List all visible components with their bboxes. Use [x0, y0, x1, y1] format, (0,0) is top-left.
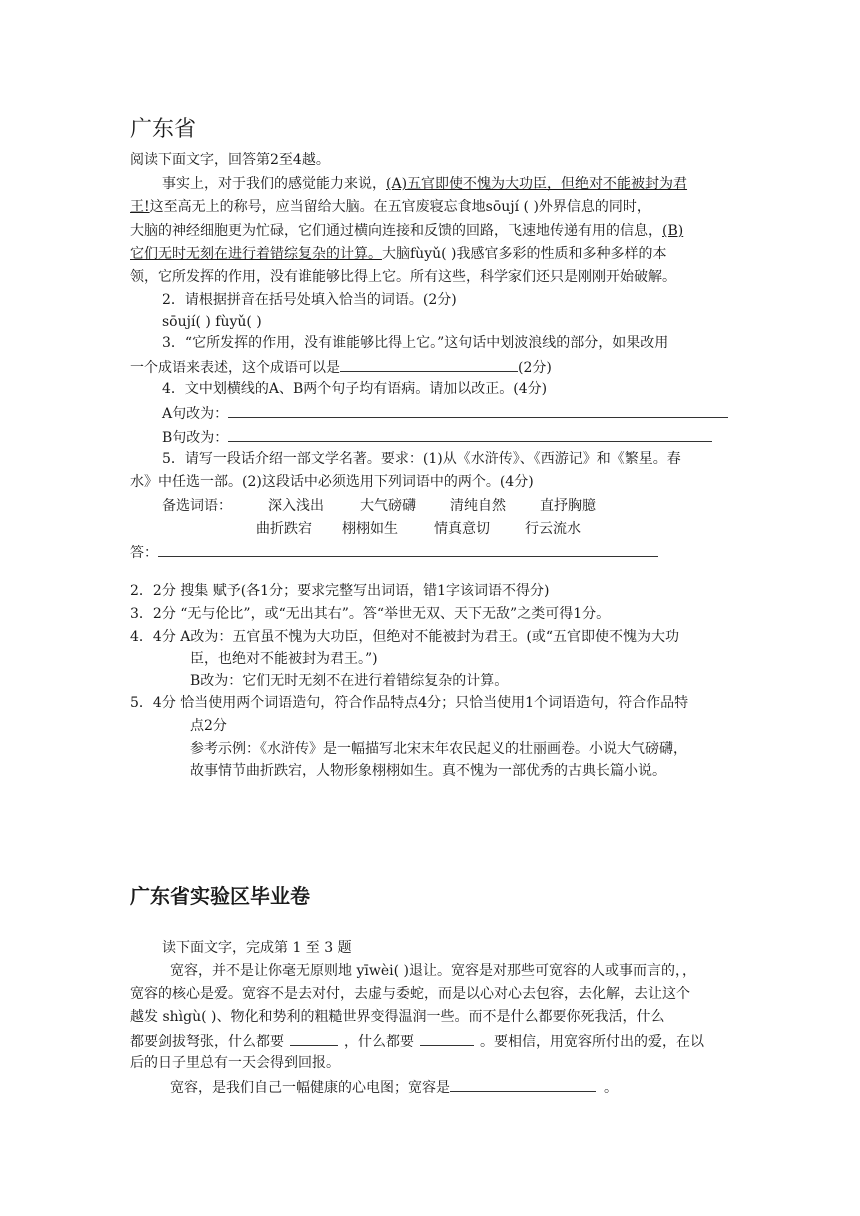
question-5-answer-blank[interactable]	[158, 542, 658, 557]
question-5-answer	[130, 542, 658, 562]
question-3-score: (2分)	[518, 360, 552, 376]
word-bank-item: 清纯自然	[450, 498, 506, 514]
word-bank-item: 直抒胸臆	[540, 498, 596, 514]
question-4-b	[162, 427, 712, 447]
passage-2-line-3: 越发 shìgù( )、物化和势利的粗糙世界变得温润一些。而不是什么都要你死我活，什么	[130, 1009, 665, 1025]
reading-instruction: 阅读下面文字，回答第2至4越。	[130, 152, 330, 168]
section-title-experimental: 广东省实验区毕业卷	[130, 884, 310, 908]
passage-line-1	[162, 175, 687, 193]
passage-2-line-5: 后的日子里总有一天会得到回报。	[130, 1055, 340, 1071]
passage-2-text: ，什么都要	[344, 1034, 414, 1050]
passage-text: 事实上，对于我们的感觉能力来说，	[162, 176, 386, 192]
answer-key-5-line-4: 故事情节曲折跌宕，人物形象栩栩如生。真不愧为一部优秀的古典长篇小说。	[190, 763, 666, 779]
question-5-line-2: 水》中任选一部。(2)这段话中必须选用下列词语中的两个。(4分)	[130, 474, 534, 490]
fill-blank-3[interactable]	[450, 1077, 596, 1092]
sentence-a-underlined: 五官即使不愧为大功臣，但绝对不能被封为君	[407, 176, 688, 192]
answer-key-5-line-1: 5．4分 恰当使用两个词语造句，符合作品特点4分；只恰当使用1个词语造句，符合作品特	[130, 695, 689, 711]
sentence-a-marker: (A)	[386, 176, 408, 192]
word-bank-item: 行云流水	[525, 521, 581, 537]
sentence-b-marker: (B)	[662, 223, 684, 239]
word-bank-item: 大气磅礴	[360, 498, 416, 514]
question-4-a-blank[interactable]	[228, 403, 728, 418]
passage-2-line-2: 宽容的核心是爱。宽容不是去对付，去虚与委蛇，而是以心对心去包容，去化解，去让这个	[130, 986, 690, 1002]
question-2: 2．请根据拼音在括号处填入恰当的词语。(2分)	[162, 292, 457, 308]
word-bank-item: 曲折跌宕	[256, 521, 312, 537]
passage-2-text: 宽容，是我们自己一幅健康的心电图；宽容是	[170, 1080, 450, 1096]
passage-line-2	[130, 198, 651, 216]
passage-2-line-4	[130, 1031, 704, 1051]
question-3-line-2	[130, 357, 552, 377]
answer-label: 答：	[130, 545, 158, 561]
question-2-pinyin: sōují( ) fùyǔ( )	[162, 314, 262, 330]
passage-line-3	[130, 222, 683, 240]
passage-2-text: 都要剑拔弩张，什么都要	[130, 1034, 284, 1050]
question-4-a-label: A句改为：	[162, 406, 229, 422]
passage-2-line-6	[170, 1077, 618, 1097]
word-bank-label: 备选词语：	[162, 498, 232, 514]
passage-line-5: 领，它所发挥的作用，没有谁能够比得上它。所有这些，科学家们还只是刚刚开始破解。	[130, 269, 676, 285]
passage-2-text: 。要相信，用宽容所付出的爱，在以	[480, 1034, 704, 1050]
answer-key-4-line-1: 4．4分 A改为：五官虽不愧为大功臣，但绝对不能被封为君王。(或“五官即使不愧为大功	[130, 629, 679, 645]
reading-instruction-2: 读下面文字，完成第 1 至 3 题	[162, 940, 352, 956]
question-3-text: 一个成语来表述，这个成语可以是	[130, 360, 340, 376]
fill-blank-1[interactable]	[290, 1031, 338, 1046]
passage-line-4	[130, 245, 667, 263]
answer-key-5-line-3: 参考示例：《水浒传》是一幅描写北宋末年农民起义的壮丽画卷。小说大气磅礴，	[190, 741, 687, 757]
word-bank-item: 情真意切	[434, 521, 490, 537]
passage-2-text: 。	[604, 1080, 618, 1096]
idiom-answer-blank[interactable]	[340, 357, 518, 372]
question-4-b-blank[interactable]	[228, 427, 712, 442]
question-4: 4．文中划横线的A、B两个句子均有语病。请加以改正。(4分)	[162, 381, 548, 397]
answer-key-4-line-2: 臣，也绝对不能被封为君王。”)	[190, 651, 378, 667]
sentence-b-underlined: 它们无时无刻在进行着错综复杂的计算。	[130, 246, 382, 262]
passage-text: 这至高无上的称号，应当留给大脑。在五官废寝忘食地sōují ( )外界信息的同时，	[149, 199, 651, 215]
answer-key-5-line-2: 点2分	[190, 718, 227, 734]
question-4-a	[162, 403, 728, 423]
question-5-line-1: 5．请写一段话介绍一部文学名著。要求：(1)从《水浒传》、《西游记》和《繁星。春	[162, 451, 681, 467]
answer-key-3: 3．2分 “无与伦比”，或“无出其右”。答“举世无双、天下无敌”之类可得1分。	[130, 606, 611, 622]
sentence-a-underlined-end: 王!	[130, 199, 150, 215]
answer-key-4-line-3: B改为：它们无时无刻不在进行着错综复杂的计算。	[190, 673, 509, 689]
question-4-b-label: B句改为：	[162, 430, 229, 446]
passage-2-line-1: 宽容，并不是让你毫无原则地 yīwèi( )退让。宽容是对那些可宽容的人或事而言的，，	[170, 963, 696, 979]
passage-text: 大脑的神经细胞更为忙碌，它们通过横向连接和反馈的回路，飞速地传递有用的信息，	[130, 223, 662, 239]
word-bank-item: 栩栩如生	[342, 521, 398, 537]
answer-key-2: 2．2分 搜集 赋予(各1分；要求完整写出词语，错1字该词语不得分)	[130, 583, 550, 599]
word-bank-item: 深入浅出	[268, 498, 324, 514]
question-3-line-1: 3．“它所发挥的作用，没有谁能够比得上它。”这句话中划波浪线的部分，如果改用	[162, 335, 669, 351]
passage-text: 大脑fùyǔ( )我感官多彩的性质和多种多样的本	[382, 246, 667, 262]
fill-blank-2[interactable]	[420, 1031, 474, 1046]
section-title-guangdong: 广东省	[130, 117, 197, 142]
